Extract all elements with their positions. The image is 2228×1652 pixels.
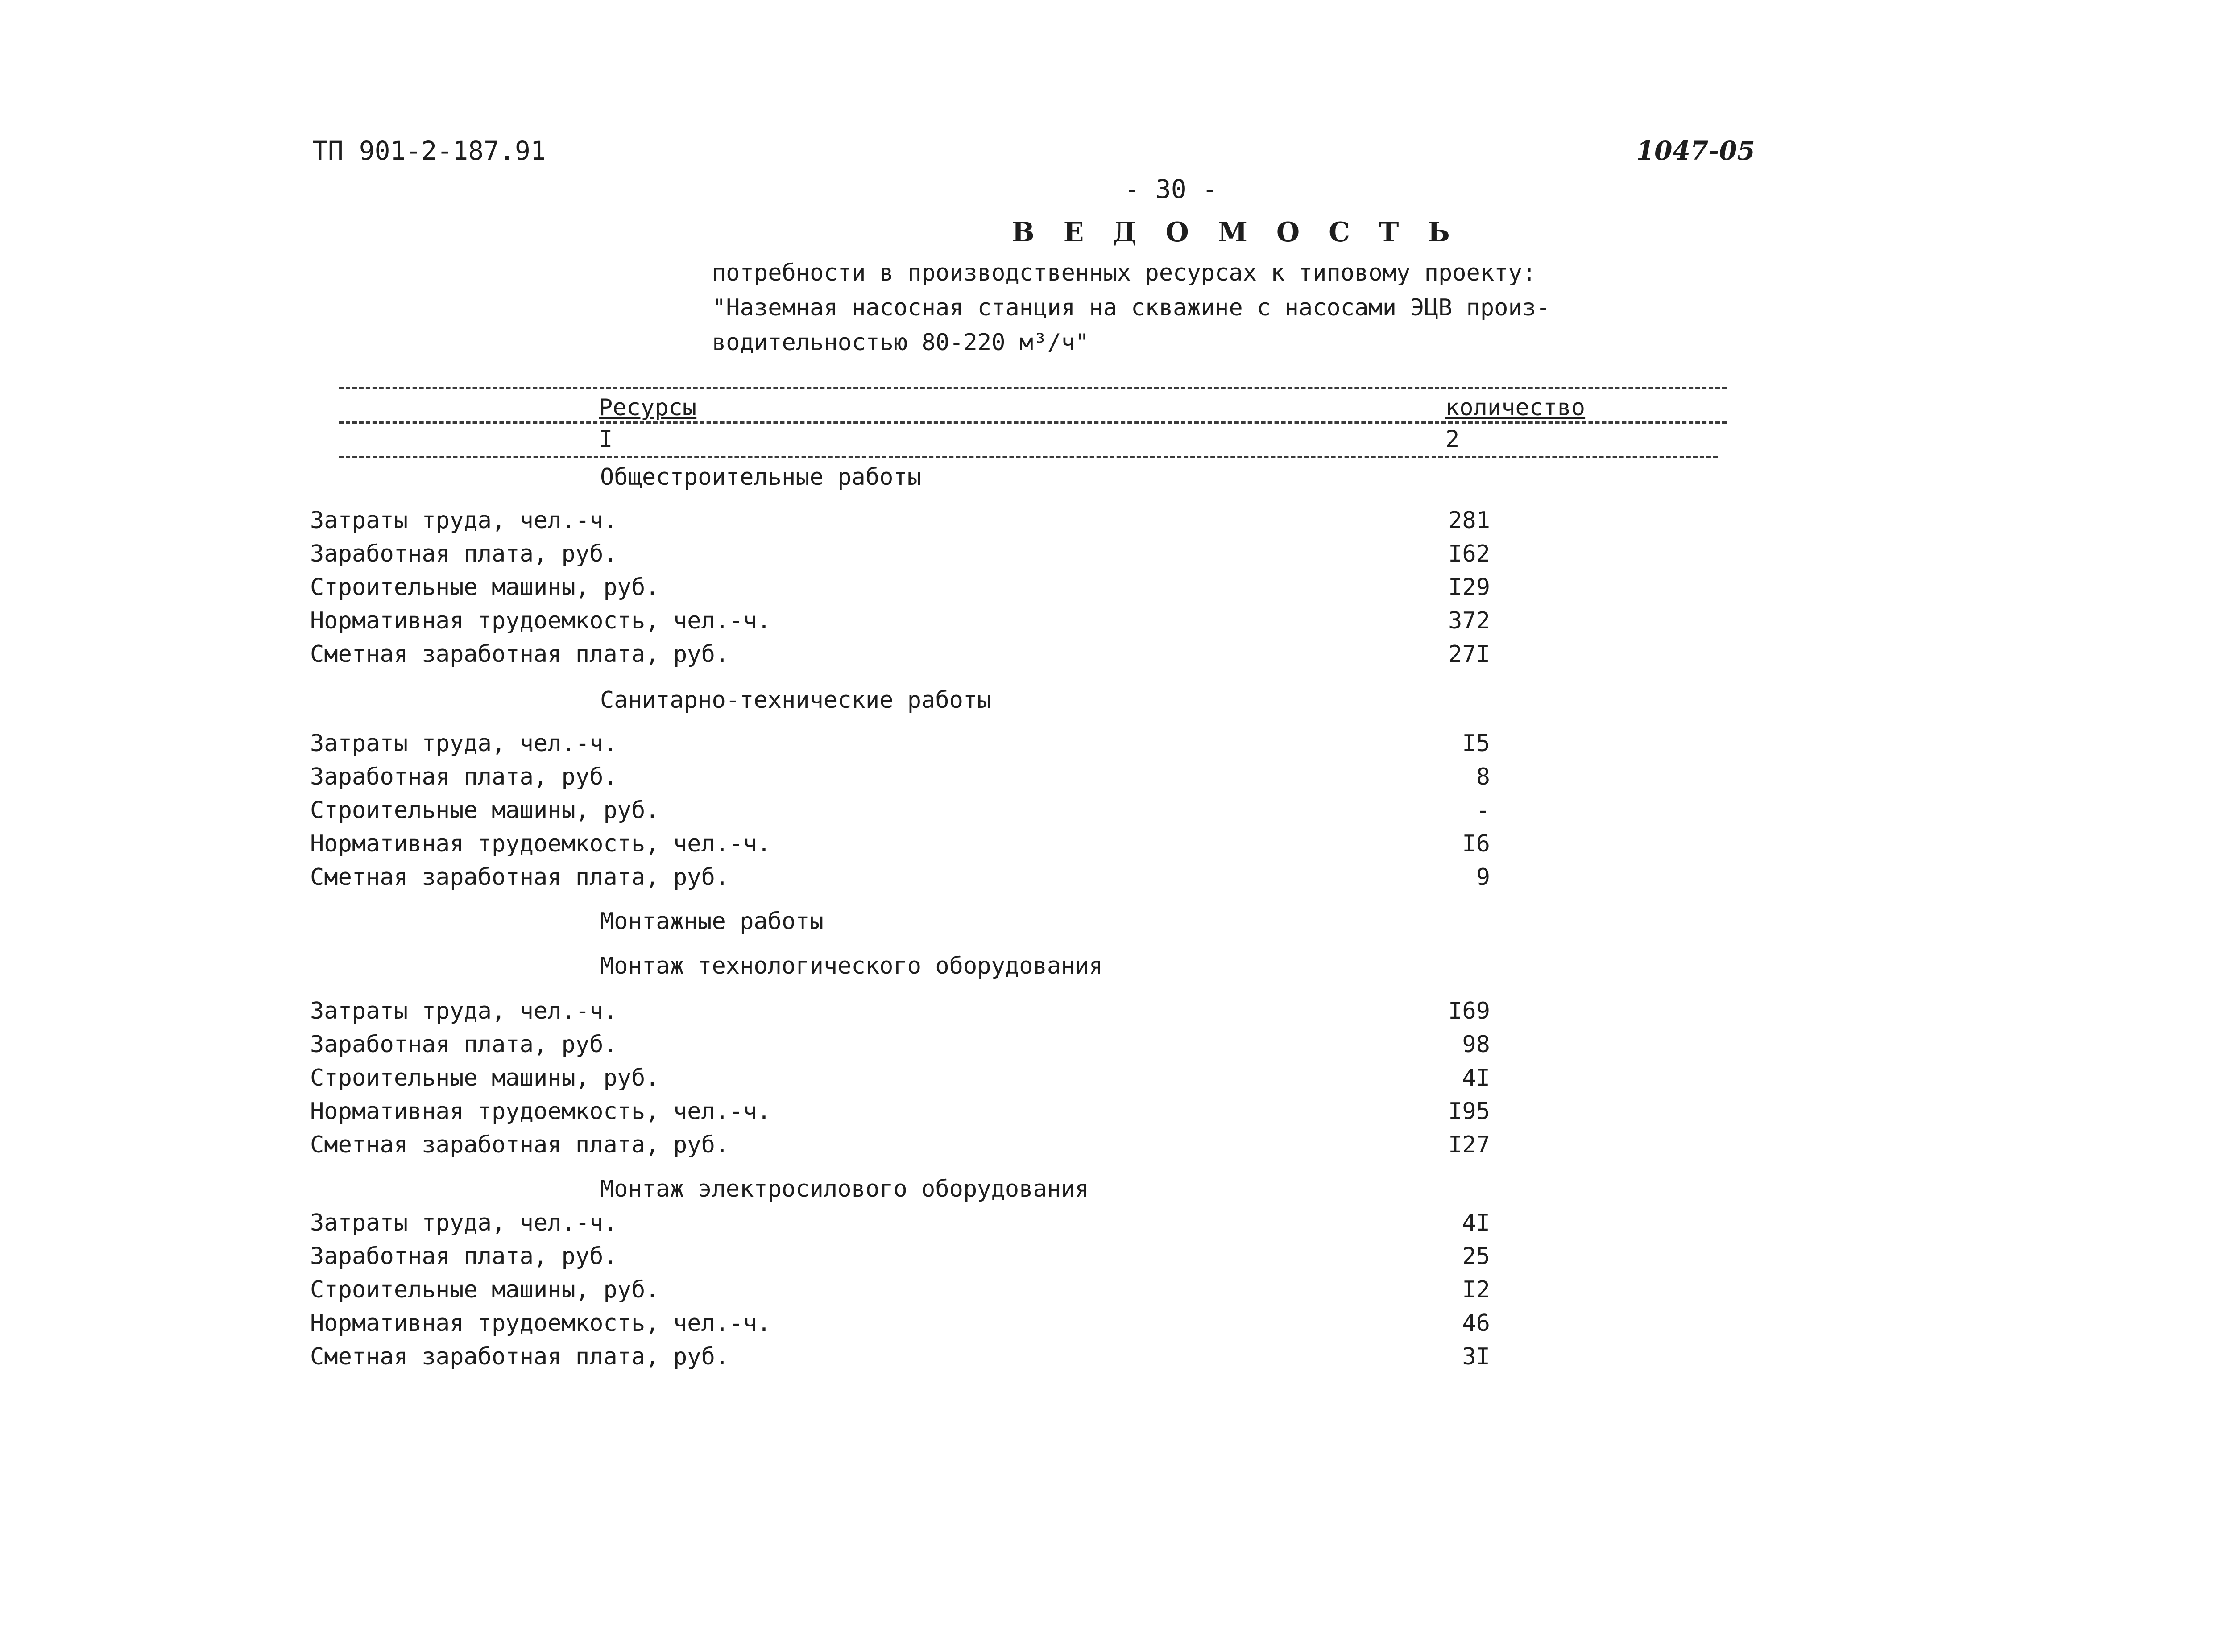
row-label: Затраты труда, чел.-ч. xyxy=(310,730,617,757)
row-label: Сметная заработная плата, руб. xyxy=(310,1132,729,1158)
row-label: Нормативная трудоемкость, чел.-ч. xyxy=(310,830,771,857)
row-label: Строительные машины, руб. xyxy=(310,1065,659,1091)
row-label: Заработная плата, руб. xyxy=(310,764,617,790)
row-label: Строительные машины, руб. xyxy=(310,1276,659,1303)
column-header-quantity: количество xyxy=(1445,394,1586,421)
row-label: Сметная заработная плата, руб. xyxy=(310,864,729,891)
row-label: Заработная плата, руб. xyxy=(310,1243,617,1270)
table-rule-bottom xyxy=(339,456,1718,458)
row-value: I62 xyxy=(1448,541,1490,567)
section-heading: Монтаж электросилового оборудования xyxy=(600,1176,1089,1202)
row-value: - xyxy=(1476,797,1490,824)
row-value: 3I xyxy=(1462,1343,1490,1370)
row-label: Строительные машины, руб. xyxy=(310,574,659,601)
row-value: I5 xyxy=(1462,730,1490,757)
row-label: Строительные машины, руб. xyxy=(310,797,659,824)
sheet-number: 1047-05 xyxy=(1636,136,1755,166)
row-value: I27 xyxy=(1448,1132,1490,1158)
row-label: Затраты труда, чел.-ч. xyxy=(310,1210,617,1236)
subtitle-line-1: потребности в производственных ресурсах к типовому проекту: xyxy=(712,260,1536,286)
document-title: В Е Д О М О С Т Ь xyxy=(1012,217,1460,248)
row-value: I2 xyxy=(1462,1276,1490,1303)
section-heading: Общестроительные работы xyxy=(600,464,922,491)
row-value: I29 xyxy=(1448,574,1490,601)
row-value: 98 xyxy=(1462,1031,1490,1058)
row-label: Нормативная трудоемкость, чел.-ч. xyxy=(310,1310,771,1337)
row-value: I95 xyxy=(1448,1098,1490,1125)
section-heading: Монтажные работы xyxy=(600,908,824,935)
row-value: 27I xyxy=(1448,641,1490,668)
row-value: 4I xyxy=(1462,1065,1490,1091)
row-label: Нормативная трудоемкость, чел.-ч. xyxy=(310,1098,771,1125)
row-value: 46 xyxy=(1462,1310,1490,1337)
section-heading: Санитарно-технические работы xyxy=(600,687,991,714)
section-subheading: Монтаж технологического оборудования xyxy=(600,953,1103,979)
table-rule-mid xyxy=(339,421,1727,424)
row-value: I69 xyxy=(1448,998,1490,1024)
row-label: Нормативная трудоемкость, чел.-ч. xyxy=(310,607,771,634)
row-label: Затраты труда, чел.-ч. xyxy=(310,507,617,534)
row-value: 9 xyxy=(1476,864,1490,891)
row-value: 25 xyxy=(1462,1243,1490,1270)
row-label: Затраты труда, чел.-ч. xyxy=(310,998,617,1024)
row-value: 8 xyxy=(1476,764,1490,790)
row-label: Сметная заработная плата, руб. xyxy=(310,641,729,668)
row-label: Заработная плата, руб. xyxy=(310,541,617,567)
table-rule-top xyxy=(339,387,1727,389)
row-label: Сметная заработная плата, руб. xyxy=(310,1343,729,1370)
column-number-1: I xyxy=(599,426,613,453)
subtitle-line-3: водительностью 80-220 м³/ч" xyxy=(712,329,1089,356)
column-header-resources: Ресурсы xyxy=(599,394,697,421)
row-label: Заработная плата, руб. xyxy=(310,1031,617,1058)
page-number: - 30 - xyxy=(1124,174,1218,204)
row-value: I6 xyxy=(1462,830,1490,857)
document-code: ТП 901-2-187.91 xyxy=(312,136,546,166)
subtitle-line-2: "Наземная насосная станция на скважине с насосами ЭЦВ произ- xyxy=(712,294,1550,321)
row-value: 372 xyxy=(1448,607,1490,634)
row-value: 281 xyxy=(1448,507,1490,534)
column-number-2: 2 xyxy=(1445,426,1460,453)
row-value: 4I xyxy=(1462,1210,1490,1236)
